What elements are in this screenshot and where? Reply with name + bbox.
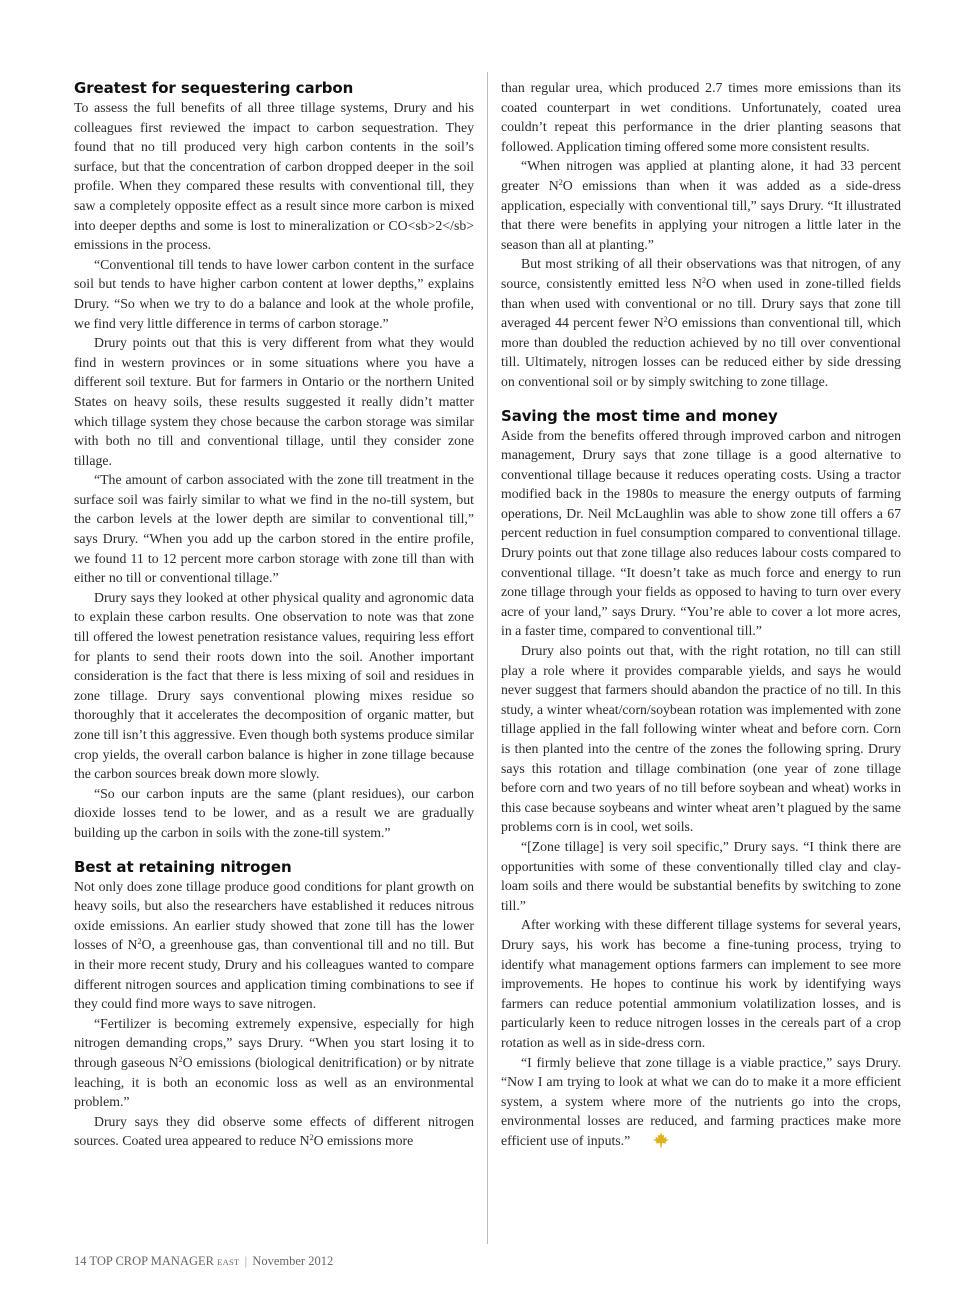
paragraph: Drury says they looked at other physical quality and agronomic data to explain these carbon results. One observation to note was that zone till offered the lowest penetration resistance values, requiring less effort for plants to send their roots down into the soil. Another important consideration is the fact that there is less mixing of soil and residues in zone tillage. Drury says conventional plowing mixes residue so thoroughly that it accelerates the decomposition of organic matter, but zone till isn’t this aggressive. Even though both systems produce similar crop yields, the overall carbon balance is higher in zone tillage because the carbon sources break down more slowly. xyxy=(74,589,474,782)
paragraph: Aside from the benefits offered through improved carbon and nitrogen management, Drury says that zone tillage is a good alternative to conventional tillage because it reduces operating costs. Using a tractor modified back in the 1980s to measure the energy outputs of farming operations, Dr. Neil McLaughlin was able to show zone till offers a 67 percent reduction in fuel consumption compared to conventional tillage. Drury points out that zone tillage also reduces labour costs compared to conventional tillage. “It doesn’t take as much force and energy to run zone tillage through your fields as opposed to having to turn over every acre of your land,” says Drury. “You’re able to cover a lot more acres, in a faster time, compared to conventional till.” xyxy=(501,427,901,639)
left-column xyxy=(74,78,474,1151)
paragraph: “Conventional till tends to have lower carbon content in the surface soil but tends to have higher carbon content at lower depths,” explains Drury. “So when we try to do a balance and look at the whole profile, we find very little difference in terms of carbon storage.” xyxy=(74,256,474,331)
right-column xyxy=(501,78,901,1153)
paragraph: After working with these different tillage systems for several years, Drury says, his work has become a fine-tuning process, trying to identify what management options farmers can implement to see more improvements. He hopes to continue his work by identifying ways farmers can reduce potential ammonium volatilization losses, and is particularly keen to reduce nitrogen losses in the cereals part of a crop rotation as well as in side-dress corn. xyxy=(501,917,901,1050)
issue-date: November 2012 xyxy=(252,1254,334,1268)
paragraph: Drury says they did observe some effects of different nitrogen sources. Coated urea appeared to reduce $N^2O$ emissions more xyxy=(74,1113,474,1149)
paragraph: “The amount of carbon associated with the zone till treatment in the surface soil was fairly similar to what we find in the no-till system, but the carbon levels at the lower depth are similar to conventional till,” says Drury. “When you add up the carbon stored in the entire profile, we found 11 to 12 percent more carbon storage with zone till than with either no till or conventional tillage.” xyxy=(74,472,474,586)
paragraph: “So our carbon inputs are the same (plant residues), our carbon dioxide losses tend to be lower, and as a result we are gradually building up the carbon in soils with the zone-till system.” xyxy=(74,785,474,840)
paragraph: “[Zone tillage] is very soil specific,” Drury says. “I think there are opportunities with some of these conventionally tilled clay and clay-loam soils and there would be substantial benefits by switching to zone till.” xyxy=(501,838,901,913)
paragraph: “Fertilizer is becoming extremely expensive, especially for high nitrogen demanding crops,” says Drury. “When you start losing it to through gaseous $N^2O$ emissions (biological denitrification) or by nitrate leaching, it is both an economic loss as well as an environmental problem.” xyxy=(74,1015,474,1110)
paragraph: than regular urea, which produced 2.7 times more emissions than its coated counterpart in wet conditions. Unfortunately, coated urea couldn’t repeat this performance in the drier planting seasons that followed. Application timing offered some more consistent results. xyxy=(501,80,901,154)
section-heading-nitrogen: Best at retaining nitrogen xyxy=(74,857,292,876)
magazine-edition: EAST xyxy=(217,1257,240,1267)
magazine-name: TOP CROP MANAGER xyxy=(89,1254,214,1268)
paragraph: “When nitrogen was applied at planting alone, it had 33 percent greater $N^2O$ emissions than when it was added as a side-dress application, especially with conventional till,” says Drury. “It illustrated that there were benefits in applying your nitrogen a little later in the season than all at planting.” xyxy=(501,158,901,252)
paragraph: “I firmly believe that zone tillage is a viable practice,” says Drury. “Now I am trying to look at what we can do to make it a more efficient system, a system where more of the nutrients go into the crops, environmental losses are reduced, and farming practices make more efficient use of inputs.” xyxy=(501,1053,901,1154)
section-heading-savings: Saving the most time and money xyxy=(501,406,778,425)
maple-leaf-end-icon xyxy=(633,1132,669,1154)
paragraph: To assess the full benefits of all three tillage systems, Drury and his colleagues first reviewed the impact to carbon sequestration. They found that no till produced very high carbon contents in the soil’s surface, but that the concentration of carbon dropped deeper in the soil profile. When they compared these results with conventional till, they saw a completely opposite effect as a result since more carbon is mixed into deeper depths and some is lost to mineralization or CO<sb>2</sb> emissions in the process. xyxy=(74,100,474,253)
footer-separator: | xyxy=(244,1254,248,1268)
paragraph: Drury also points out that, with the right rotation, no till can still play a role where it provides comparable yields, and says he would never suggest that farmers should abandon the practice of no till. In this study, a winter wheat/corn/soybean rotation was implemented with zone tillage applied in the fall following winter wheat and before corn. Corn is then planted into the centre of the zones the following spring. Drury says this rotation and tillage combination (one year of zone tillage before corn and two years of no till before soybean and wheat) works in this case because soybeans and winter wheat aren’t plagued by the same problems corn is in cool, wet soils. xyxy=(501,643,901,835)
paragraph: Drury points out that this is very different from what they would find in western provinces or in some situations where you have a different soil texture. But for farmers in Ontario or the northern United States on heavy soils, these results suggested it really didn’t matter which tillage system they chose because the carbon storage was similar with both no till and conventional tillage, until they consider zone tillage. xyxy=(74,335,474,468)
paragraph: Not only does zone tillage produce good conditions for plant growth on heavy soils, but also the researchers have established it reduces nitrous oxide emissions. An earlier study showed that zone till has the lower losses of $N^2O$, a greenhouse gas, than conventional till and no till. But in their more recent study, Drury and his colleagues wanted to compare different nitrogen sources and application timing combinations to see if they could find more ways to save nitrogen. xyxy=(74,878,474,1012)
paragraph: But most striking of all their observations was that nitrogen, of any source, consistently emitted less $N^2O$ when used in zone-tilled fields than when used with conventional or no till. Drury says that zone till averaged 44 percent fewer $N^2O$ emissions than conventional till, which more than doubled the reduction achieved by no till over conventional till. Ultimately, nitrogen losses can be reduced either by side dressing on conventional soil or by simply switching to zone tillage. xyxy=(501,256,902,389)
page-footer xyxy=(74,1254,333,1269)
page-number: 14 xyxy=(74,1254,87,1268)
section-heading-carbon: Greatest for sequestering carbon xyxy=(74,79,354,97)
column-divider xyxy=(487,72,488,1244)
